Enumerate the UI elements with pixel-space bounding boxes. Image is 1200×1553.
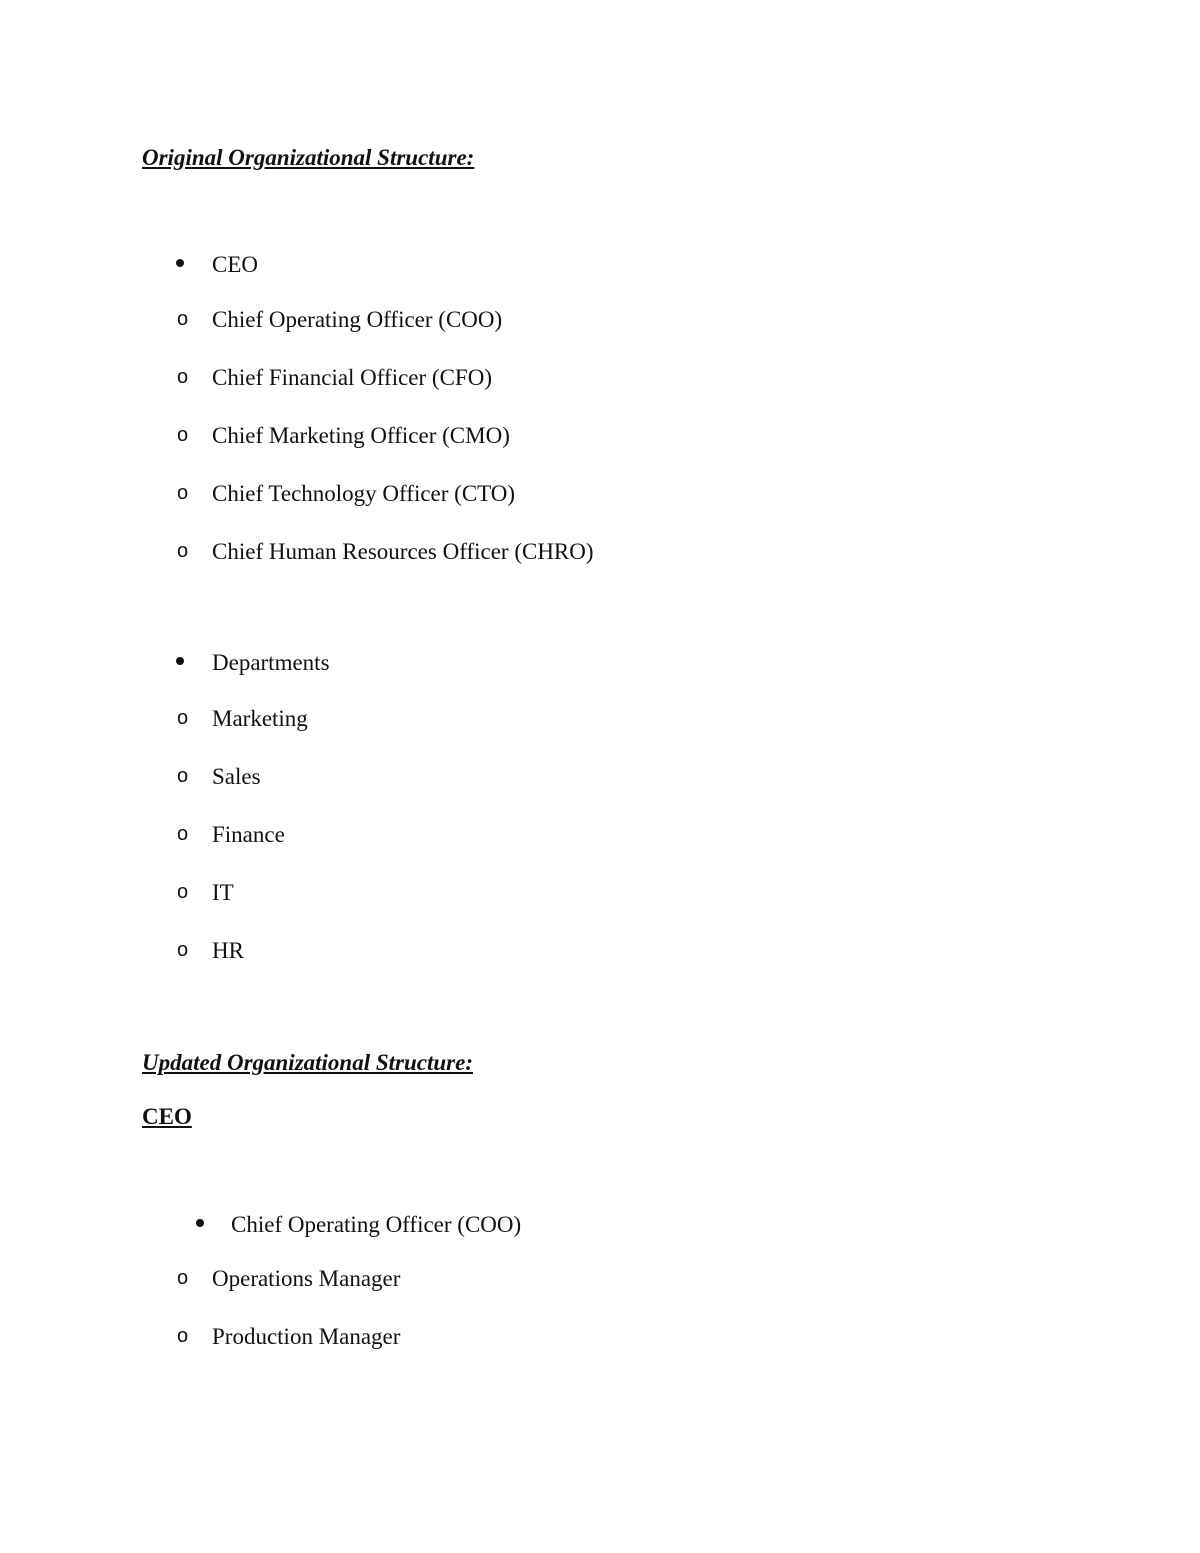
circle-bullet-icon: o	[177, 707, 189, 729]
bullet-icon	[176, 259, 184, 267]
circle-bullet-icon: o	[177, 1325, 189, 1347]
original-structure-heading: Original Organizational Structure:	[142, 145, 475, 170]
list-item-ceo: CEO	[212, 252, 258, 277]
circle-bullet-icon: o	[177, 308, 189, 330]
circle-bullet-icon: o	[177, 881, 189, 903]
circle-bullet-icon: o	[177, 482, 189, 504]
list-item-coo: Chief Operating Officer (COO)	[231, 1212, 522, 1237]
list-item: Chief Financial Officer (CFO)	[212, 365, 492, 390]
circle-bullet-icon: o	[177, 823, 189, 845]
list-item: Chief Operating Officer (COO)	[212, 307, 503, 332]
updated-structure-heading: Updated Organizational Structure:	[142, 1050, 473, 1075]
circle-bullet-icon: o	[177, 939, 189, 961]
list-item: Operations Manager	[212, 1266, 401, 1291]
circle-bullet-icon: o	[177, 366, 189, 388]
list-item: Finance	[212, 822, 285, 847]
list-item: Production Manager	[212, 1324, 401, 1349]
list-item-departments: Departments	[212, 650, 330, 675]
updated-ceo-label: CEO	[142, 1104, 192, 1129]
list-item: Marketing	[212, 706, 308, 731]
circle-bullet-icon: o	[177, 540, 189, 562]
list-item: IT	[212, 880, 234, 905]
list-item: Sales	[212, 764, 261, 789]
circle-bullet-icon: o	[177, 765, 189, 787]
list-item: Chief Marketing Officer (CMO)	[212, 423, 510, 448]
list-item: Chief Technology Officer (CTO)	[212, 481, 516, 506]
bullet-icon	[176, 657, 184, 665]
list-item: HR	[212, 938, 244, 963]
circle-bullet-icon: o	[177, 1267, 189, 1289]
bullet-icon	[196, 1219, 204, 1227]
circle-bullet-icon: o	[177, 424, 189, 446]
list-item: Chief Human Resources Officer (CHRO)	[212, 539, 594, 564]
